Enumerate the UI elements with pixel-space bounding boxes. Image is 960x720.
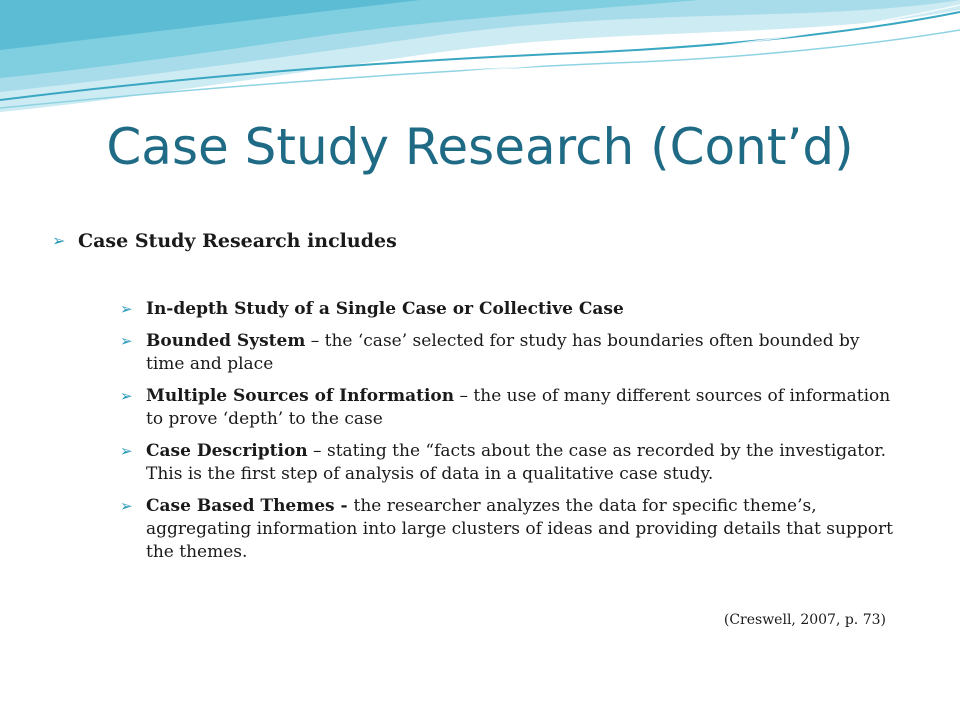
sub-bullet-list [120, 298, 900, 564]
bullet-arrow-icon: ➢ [120, 442, 133, 460]
bullet-arrow-icon: ➢ [52, 231, 66, 250]
list-item [120, 298, 900, 321]
item-term: Multiple Sources of Information [146, 386, 455, 406]
item-description: – stating the “facts about the case as recorded by the investigator. This is the first step of analysis of data in a qualitative case study. [146, 441, 887, 484]
bullet-arrow-icon: ➢ [120, 332, 133, 350]
bullet-content [52, 228, 912, 573]
list-item [120, 495, 900, 564]
citation: (Creswell, 2007, p. 73) [723, 612, 886, 628]
item-description: the researcher analyzes the data for specific theme’s, aggregating information into large clusters of ideas and providing details that support the themes. [146, 496, 893, 562]
item-description: – the ‘case’ selected for study has boundaries often bounded by time and place [146, 331, 860, 374]
main-bullet [52, 228, 912, 254]
list-item [120, 385, 900, 431]
main-bullet-text: Case Study Research includes [78, 230, 397, 252]
bullet-arrow-icon: ➢ [120, 387, 133, 405]
slide-title: Case Study Research (Cont’d) [106, 118, 854, 176]
bullet-arrow-icon: ➢ [120, 300, 133, 318]
list-item [120, 440, 900, 486]
item-term: In-depth Study of a Single Case or Collective Case [146, 299, 624, 319]
item-term: Bounded System [146, 331, 306, 351]
item-term: Case Description [146, 441, 308, 461]
list-item [120, 330, 900, 376]
bullet-arrow-icon: ➢ [120, 497, 133, 515]
item-description: – the use of many different sources of information to prove ‘depth’ to the case [146, 386, 891, 429]
item-term: Case Based Themes - [146, 496, 354, 516]
